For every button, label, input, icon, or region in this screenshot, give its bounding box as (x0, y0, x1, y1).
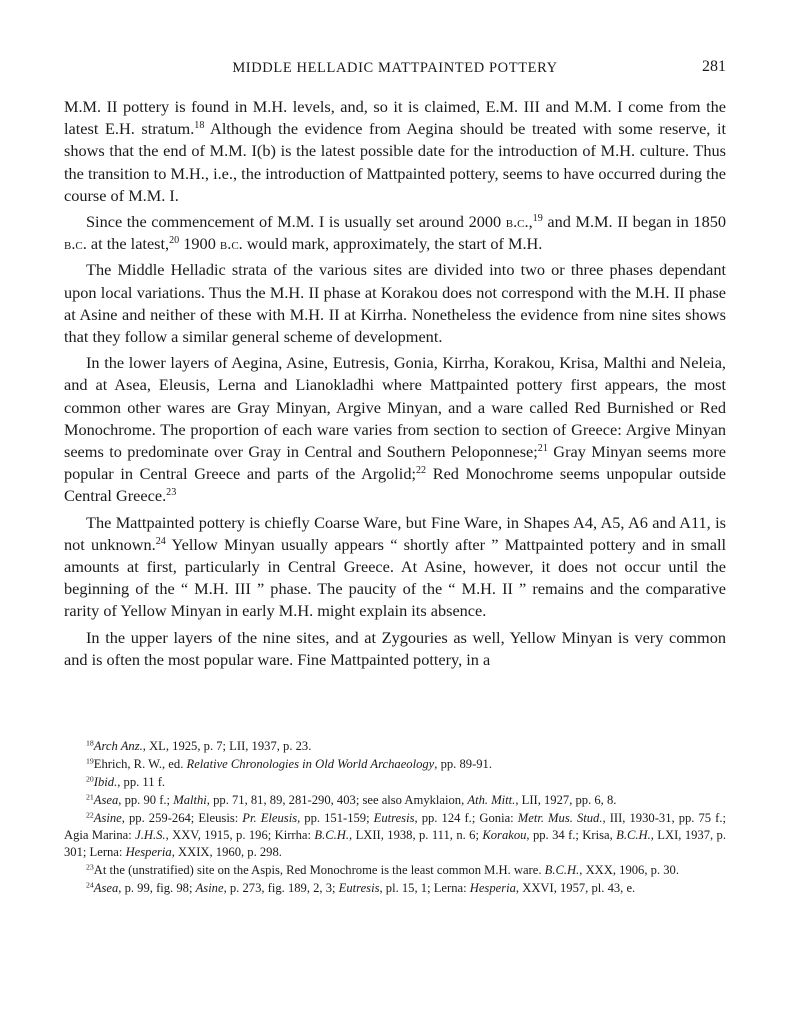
paragraph-6: In the upper layers of the nine sites, and at Zygouries as well, Yellow Minyan is very common and is often the most popular ware. Fine Mattpainted pottery, in a (64, 627, 726, 669)
footnotes (64, 738, 726, 898)
running-head (64, 56, 726, 80)
paragraph-2: Since the commencement of M.M. I is usually set around 2000 b.c.,$^{19}$ and M.M. II began in 1850 b.c. at the latest,$^{20}$ 1900 b.c. would mark, approximately, the start of M.H. (64, 212, 726, 254)
footnote-21: $^{21}$Asea, pp. 90 f.; Malthi, pp. 71, 81, 89, 281-290, 403; see also Amyklaion, Ath. Mitt., LII, 1927, pp. 6, 8. (86, 792, 617, 807)
running-title: MIDDLE HELLADIC MATTPAINTED POTTERY (232, 60, 558, 76)
footnote-ref-23[interactable]: 23 (166, 487, 177, 499)
paragraph-4: In the lower layers of Aegina, Asine, Eutresis, Gonia, Kirrha, Korakou, Krisa, Malthi and Neleia, and at Asea, Eleusis, Lerna and Lianokladhi where Mattpainted pottery first appears, the most common other wares are Gray Minyan, Argive Minyan, and a ware called Red Burnished or Red Monochrome. The proportion of each ware varies from section to section of Greece: Argive Minyan seems to predominate over Gray in Central and Southern Peloponnese;$^{21}$ Gray Minyan seems more popular in Central Greece and parts of the Argolid;$^{22}$ Red Monochrome seems unpopular outside Central Greece.$^{23}$ (64, 353, 727, 506)
body-text (64, 96, 726, 675)
footnote-ref-21[interactable]: 21 (537, 442, 548, 454)
footnote-18: $^{18}$Arch Anz., XL, 1925, p. 7; LII, 1937, p. 23. (86, 738, 312, 753)
footnote-24: $^{24}$Asea, p. 99, fig. 98; Asine, p. 273, fig. 189, 2, 3; Eutresis, pl. 15, 1; Lerna: Hesperia, XXVI, 1957, pl. 43, e. (86, 880, 636, 896)
footnote-20: $^{20}$Ibid., pp. 11 f. (86, 774, 166, 789)
footnote-22: $^{22}$Asine, pp. 259-264; Eleusis: Pr. Eleusis, pp. 151-159; Eutresis, pp. 124 f.; Gonia: Metr. Mus. Stud., III, 1930-31, pp. 75 f.; Agia Marina: J.H.S., XXV, 1915, p. 196; Kirrha: B.C.H., LXII, 1938, p. 111, n. 6; Korakou, pp. 34 f.; Krisa, B.C.H., LXI, 1937, p. 301; Lerna: Hesperia, XXIX, 1960, p. 298. (64, 809, 727, 860)
paragraph-5: The Mattpainted pottery is chiefly Coarse Ware, but Fine Ware, in Shapes A4, A5, A6 and A11, is not unknown.$^{24}$ Yellow Minyan usually appears “ shortly after ” Mattpainted pottery and in small amounts at first, particularly in Central Greece. At Asine, however, it does not occur until the beginning of the “ M.H. III ” phase. The paucity of the “ M.H. II ” remains and the comparative rarity of Yellow Minyan in early M.H. might explain its absence. (64, 512, 726, 621)
footnote-23: $^{23}$At the (unstratified) site on the Aspis, Red Monochrome is the least common M.H. ware. B.C.H., XXX, 1906, p. 30. (86, 862, 679, 878)
footnote-ref-24[interactable]: 24 (155, 535, 166, 547)
footnote-ref-19[interactable]: 19 (532, 212, 543, 224)
footnote-ref-18[interactable]: 18 (194, 120, 205, 132)
footnote-19: $^{19}$Ehrich, R. W., ed. Relative Chronologies in Old World Archaeology, pp. 89-91. (86, 756, 492, 771)
paragraph-3: The Middle Helladic strata of the various sites are divided into two or three phases dependant upon local variations. Thus the M.H. II phase at Korakou does not correspond with the M.H. II phase at Asine and neither of these with M.H. II at Kirrha. Nonetheless the evidence from nine sites shows that they follow a similar general scheme of development. (64, 260, 726, 347)
footnote-ref-20[interactable]: 20 (169, 235, 180, 247)
paragraph-1: M.M. II pottery is found in M.H. levels, and, so it is claimed, E.M. III and M.M. I come from the latest E.H. stratum.$^{18}$ Although the evidence from Aegina should be treated with some reserve, it shows that the end of M.M. I(b) is the latest possible date for the introduction of M.H. culture. Thus the transition to M.H., i.e., the introduction of Mattpainted pottery, seems to have occurred during the course of M.M. I. (64, 97, 727, 205)
page-number: 281 (702, 58, 726, 75)
footnote-ref-22[interactable]: 22 (416, 465, 427, 477)
